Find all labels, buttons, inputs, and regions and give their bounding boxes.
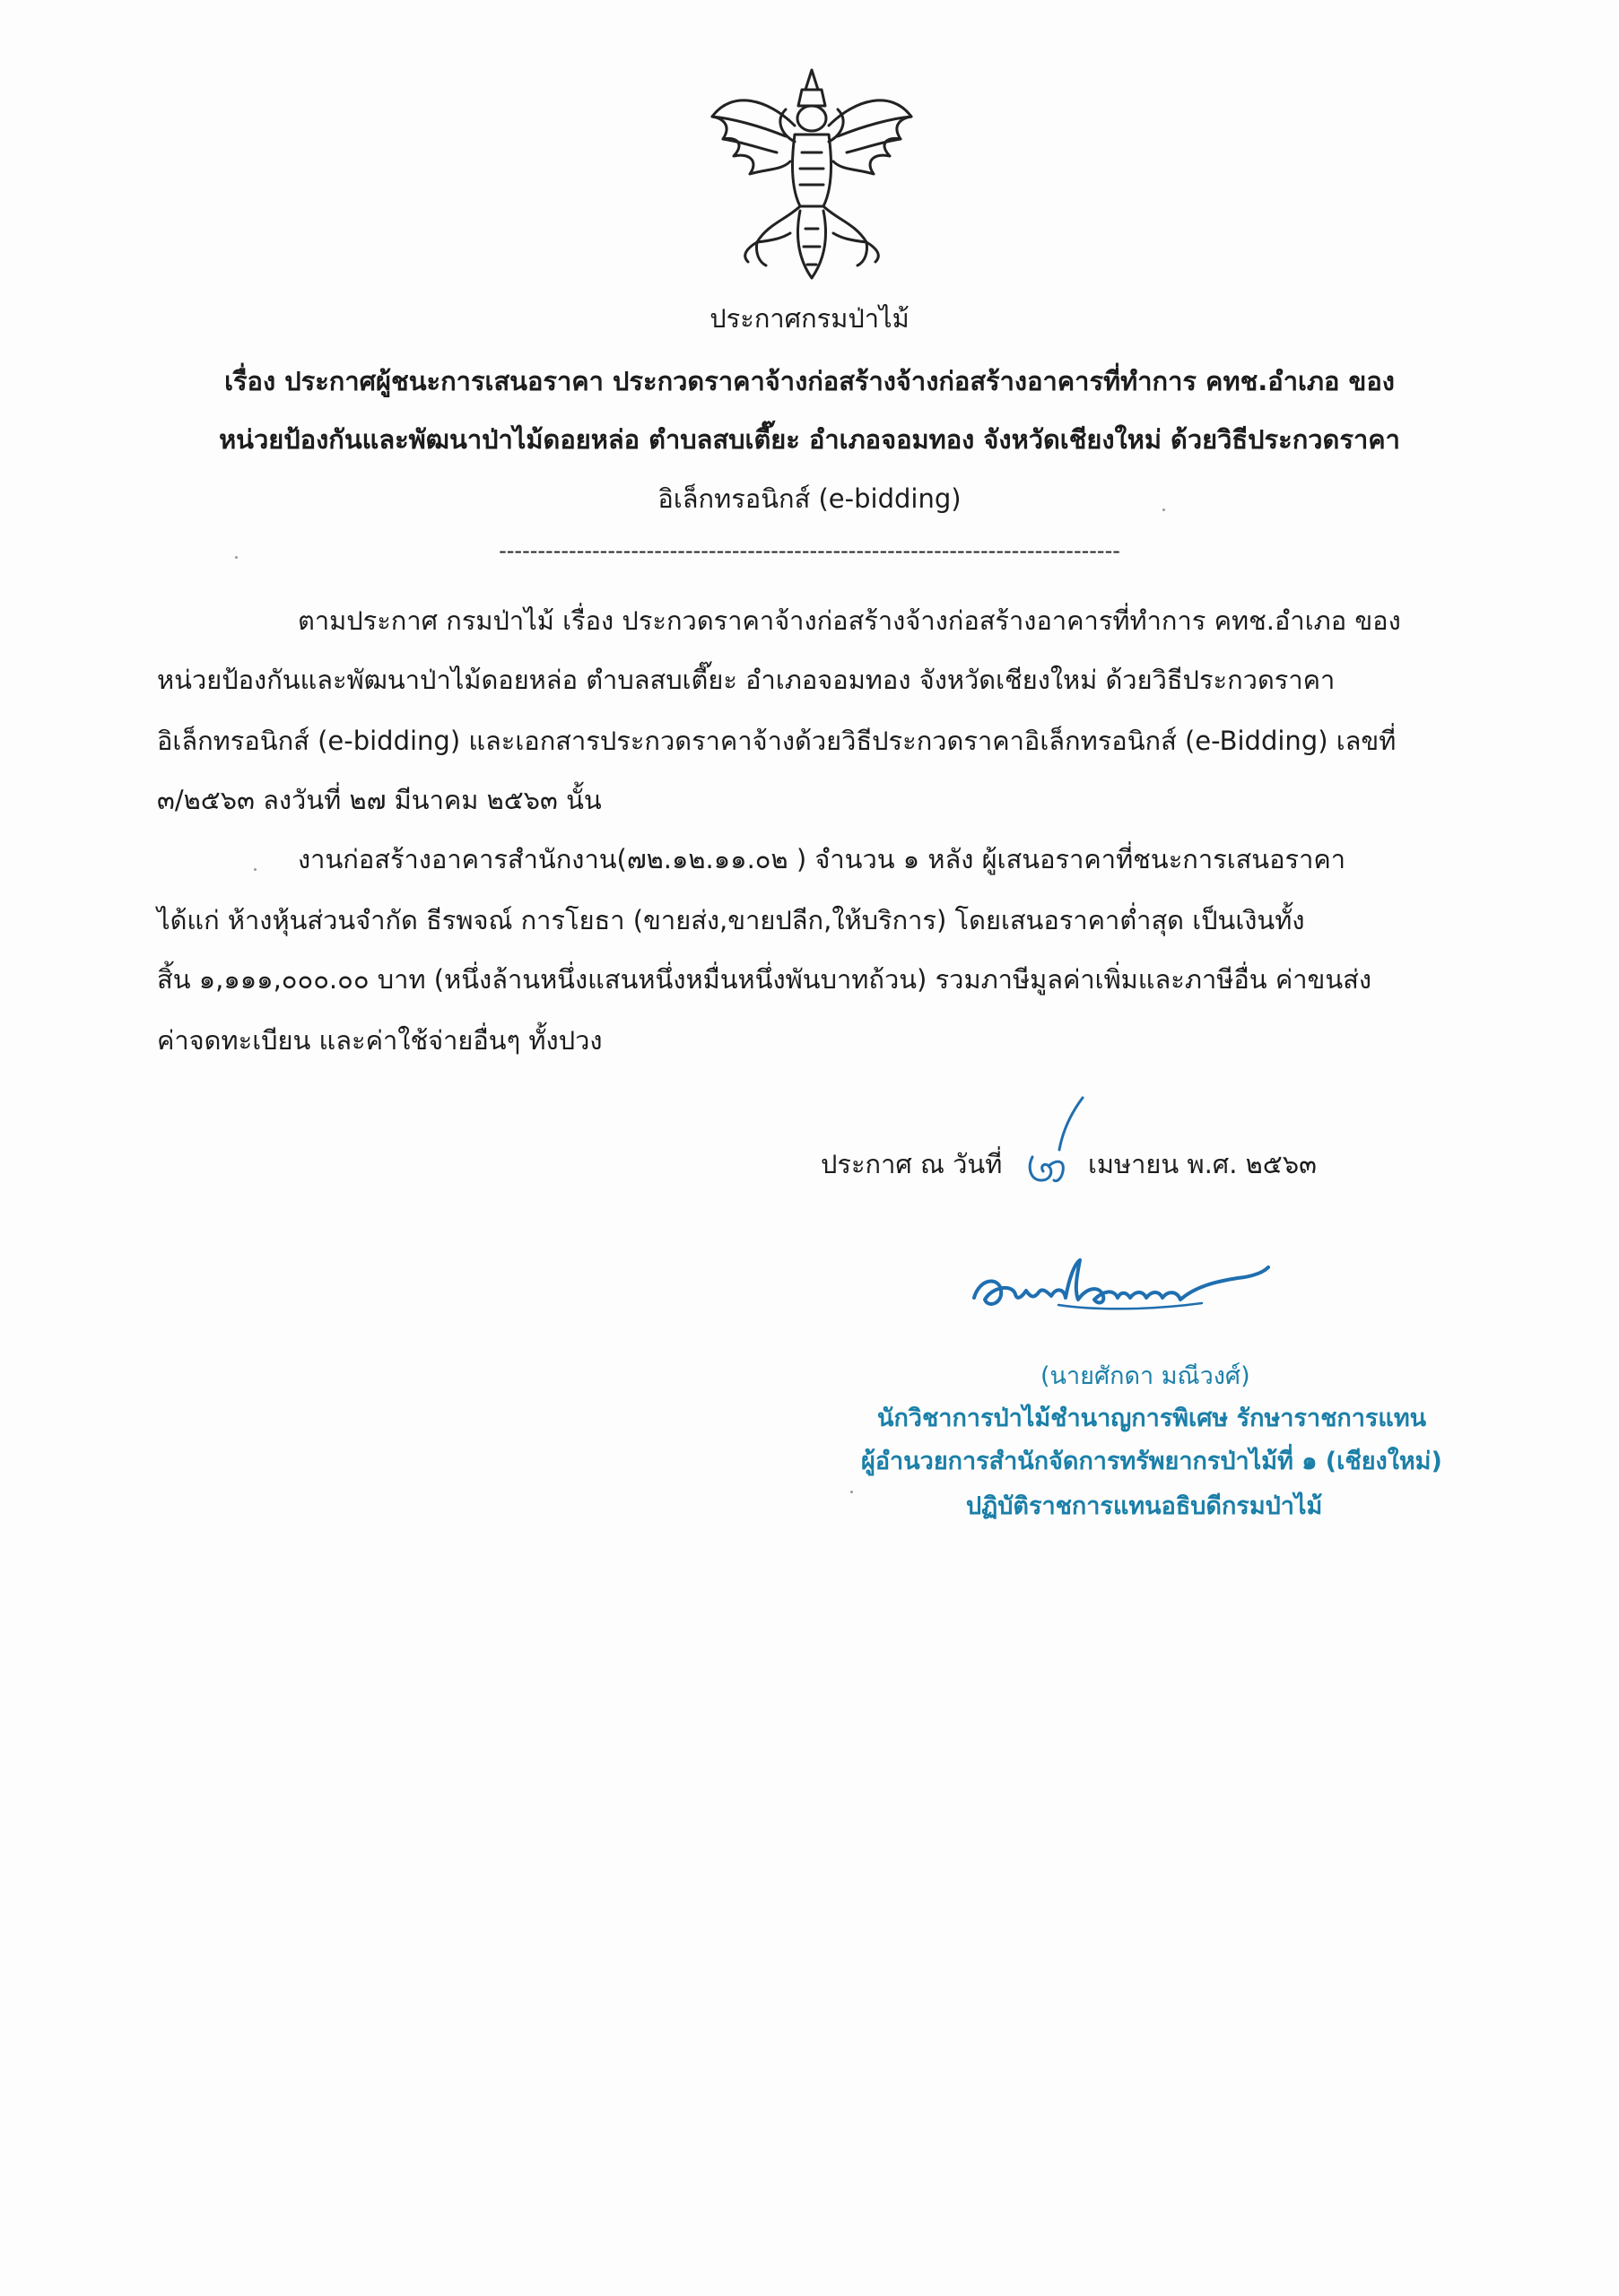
scan-speck — [1162, 509, 1165, 511]
para1-line3: อิเล็กทรอนิกส์ (e-bidding) และเอกสารประกวดราคาจ้างด้วยวิธีประกวดราคาอิเล็กทรอนิกส์ (e-Bidding) เลขที่ — [157, 726, 1397, 756]
subject-line-3: อิเล็กทรอนิกส์ (e-bidding) — [657, 483, 962, 514]
separator-line: -------------------------------------------------------------------------------- — [499, 538, 1120, 563]
signatory-name: (นายศักดา มณีวงศ์) — [1040, 1362, 1250, 1390]
date-prefix: ประกาศ ณ วันที่ — [821, 1149, 1003, 1179]
para1-line2: หน่วยป้องกันและพัฒนาป่าไม้ดอยหล่อ ตำบลสบเตี๊ยะ อำเภอจอมทอง จังหวัดเชียงใหม่ ด้วยวิธีประกวดราคา — [157, 665, 1336, 695]
scan-speck — [254, 868, 257, 871]
day-value: ๕ — [1018, 1094, 1019, 1095]
scan-speck — [235, 556, 238, 559]
garuda-emblem-icon — [705, 63, 918, 287]
signatory-title-1: นักวิชาการป่าไม้ชำนาญการพิเศษ รักษาราชการแทน — [877, 1405, 1427, 1432]
subject-line-2: หน่วยป้องกันและพัฒนาป่าไม้ดอยหล่อ ตำบลสบเตี๊ยะ อำเภอจอมทอง จังหวัดเชียงใหม่ ด้วยวิธีประกวดราคา — [219, 424, 1400, 455]
agency-title: ประกาศกรมป่าไม้ — [709, 303, 910, 334]
scan-speck — [850, 1491, 853, 1493]
para2-line4: ค่าจดทะเบียน และค่าใช้จ่ายอื่นๆ ทั้งปวง — [157, 1025, 603, 1056]
handwritten-day — [1018, 1094, 1090, 1193]
signatory-title-3: ปฏิบัติราชการแทนอธิบดีกรมป่าไม้ — [966, 1492, 1323, 1520]
para1-line4: ๓/๒๕๖๓ ลงวันที่ ๒๗ มีนาคม ๒๕๖๓ นั้น — [157, 785, 602, 815]
signatory-title-2: ผู้อำนวยการสำนักจัดการทรัพยากรป่าไม้ที่ ๑ (เชียงใหม่) — [861, 1448, 1442, 1475]
para1-line1: ตามประกาศ กรมป่าไม้ เรื่อง ประกวดราคาจ้างก่อสร้างจ้างก่อสร้างอาคารที่ทำการ คทช.อำเภอ ของ — [298, 605, 1401, 636]
para2-line2: ได้แก่ ห้างหุ้นส่วนจำกัด ธีรพจณ์ การโยธา (ขายส่ง,ขายปลีก,ให้บริการ) โดยเสนอราคาต่ำสุด เป็นเงินทั้ง — [157, 905, 1305, 935]
para2-line3: สิ้น ๑,๑๑๑,๐๐๐.๐๐ บาท (หนึ่งล้านหนึ่งแสนหนึ่งหมื่นหนึ่งพันบาทถ้วน) รวมภาษีมูลค่าเพิ่มและภาษีอื่น ค่าขนส่ง — [157, 964, 1372, 995]
date-suffix: เมษายน พ.ศ. ๒๕๖๓ — [1088, 1149, 1317, 1179]
handwritten-signature — [969, 1251, 1274, 1323]
subject-line-1: เรื่อง ประกาศผู้ชนะการเสนอราคา ประกวดราคาจ้างก่อสร้างจ้างก่อสร้างอาคารที่ทำการ คทช.อำเภอ ของ — [224, 366, 1395, 396]
para2-line1: งานก่อสร้างอาคารสำนักงาน(๗๒.๑๒.๑๑.๐๒ ) จำนวน ๑ หลัง ผู้เสนอราคาที่ชนะการเสนอราคา — [298, 844, 1346, 874]
